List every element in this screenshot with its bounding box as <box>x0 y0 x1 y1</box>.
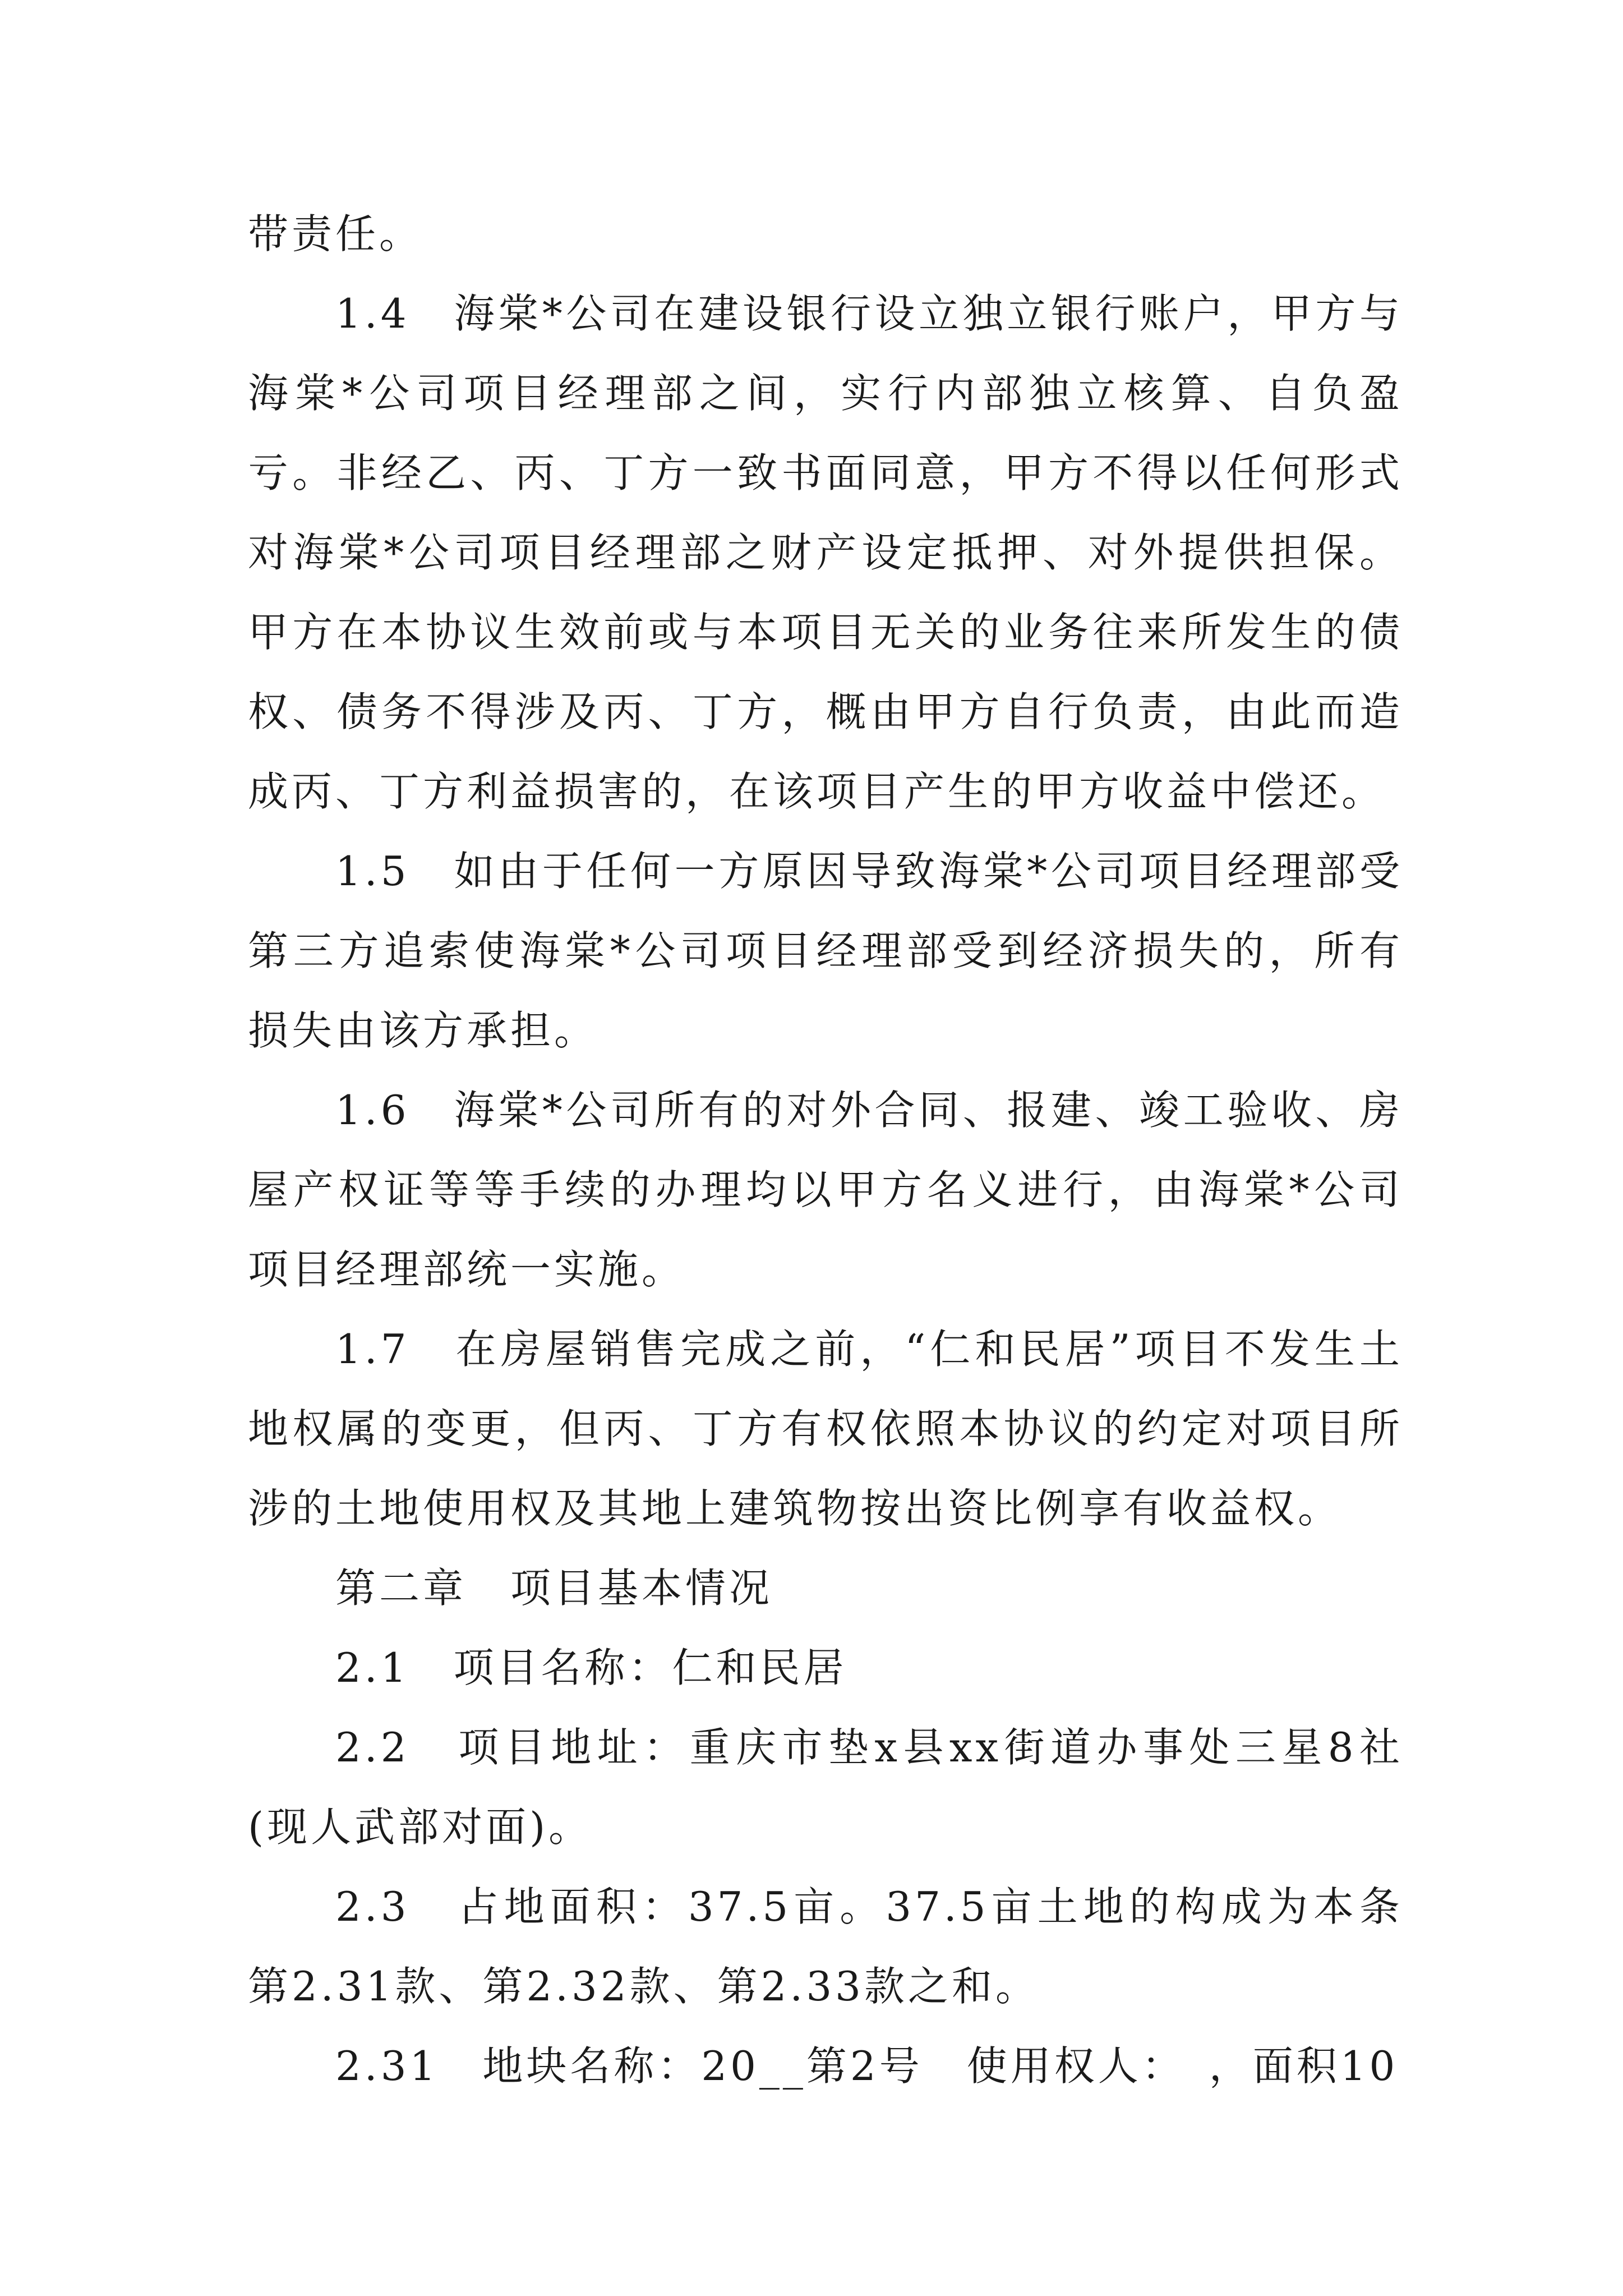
paragraph-clause-1-7: 1.7 在房屋销售完成之前，“仁和民居”项目不发生土地权属的变更，但丙、丁方有权依照本协议的约定对项目所涉的土地使用权及其地上建筑物按出资比例享有收益权。 <box>248 1326 1403 1532</box>
document-body <box>248 194 1403 2106</box>
paragraph-clause-1-6: 1.6 海棠*公司所有的对外合同、报建、竣工验收、房屋产权证等等手续的办理均以甲方名义进行，由海棠*公司项目经理部统一实施。 <box>248 1087 1403 1293</box>
paragraph-clause-1-4: 1.4 海棠*公司在建设银行设立独立银行账户，甲方与海棠*公司项目经理部之间，实行内部独立核算、自负盈亏。非经乙、丙、丁方一致书面同意，甲方不得以任何形式对海棠*公司项目经理部之财产设定抵押、对外提供担保。甲方在本协议生效前或与本项目无关的业务往来所发生的债权、债务不得涉及丙、丁方，概由甲方自行负责，由此而造成丙、丁方利益损害的，在该项目产生的甲方收益中偿还。 <box>248 290 1403 815</box>
paragraph-clause-2-3: 2.3 占地面积：37.5亩。37.5亩土地的构成为本条第2.31款、第2.32款、第2.33款之和。 <box>248 1883 1403 2010</box>
paragraph-continuation: 带责任。 <box>248 210 423 257</box>
paragraph-clause-2-31: 2.31 地块名称：20__第2号 使用权人： ，面积10 <box>335 2042 1399 2090</box>
chapter-heading: 第二章 项目基本情况 <box>335 1565 773 1612</box>
paragraph-clause-1-5: 1.5 如由于任何一方原因导致海棠*公司项目经理部受第三方追索使海棠*公司项目经理部受到经济损失的，所有损失由该方承担。 <box>248 848 1403 1054</box>
paragraph-clause-2-1: 2.1 项目名称：仁和民居 <box>335 1644 847 1691</box>
paragraph-clause-2-2: 2.2 项目地址：重庆市垫x县xx街道办事处三星8社(现人武部对面)。 <box>248 1724 1403 1851</box>
